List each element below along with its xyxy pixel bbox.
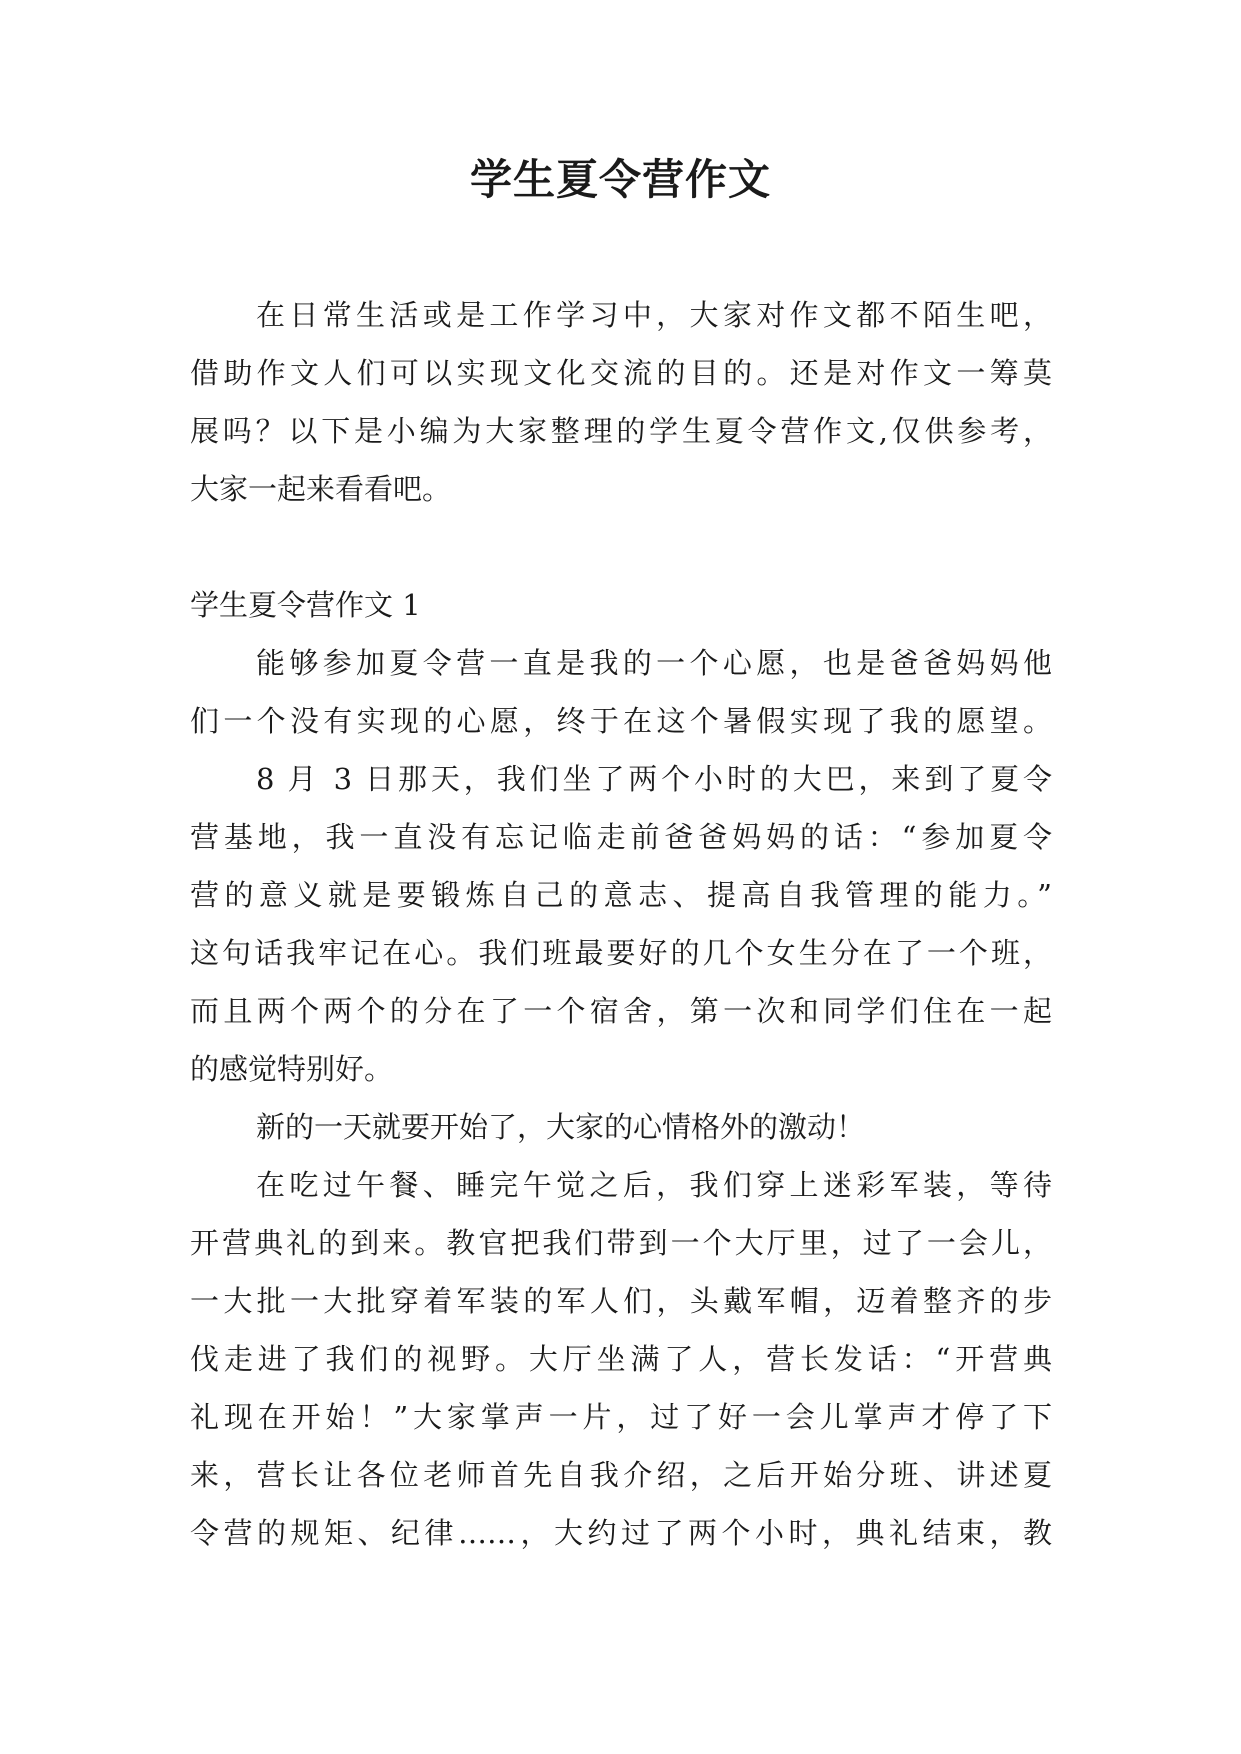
- paragraph-line: 这句话我牢记在心。我们班最要好的几个女生分在了一个班，: [190, 936, 1052, 970]
- paragraph-line: 8 月 3 日那天，我们坐了两个小时的大巴，来到了夏令: [256, 762, 1052, 796]
- document-body: [190, 286, 1052, 1562]
- paragraph-line: 在吃过午餐、睡完午觉之后，我们穿上迷彩军装，等待: [256, 1168, 1052, 1202]
- paragraph-line: 礼现在开始！”大家掌声一片，过了好一会儿掌声才停了下: [190, 1400, 1052, 1434]
- paragraph-line: 伐走进了我们的视野。大厅坐满了人，营长发话：“开营典: [190, 1342, 1052, 1376]
- intro-line: 展吗？以下是小编为大家整理的学生夏令营作文,仅供参考，: [190, 414, 1052, 448]
- paragraph-line: 新的一天就要开始了，大家的心情格外的激动！: [256, 1110, 866, 1144]
- section-heading: 学生夏令营作文 1: [190, 588, 421, 622]
- paragraph-line: 能够参加夏令营一直是我的一个心愿，也是爸爸妈妈他: [256, 646, 1052, 680]
- paragraph-line: 营的意义就是要锻炼自己的意志、提高自我管理的能力。”: [190, 878, 1052, 912]
- paragraph-line: 的感觉特别好。: [190, 1052, 394, 1086]
- paragraph-line: 而且两个两个的分在了一个宿舍，第一次和同学们住在一起: [190, 994, 1052, 1028]
- document-title: 学生夏令营作文: [469, 155, 771, 204]
- intro-line: 大家一起来看看吧。: [190, 472, 452, 506]
- paragraph-line: 营基地，我一直没有忘记临走前爸爸妈妈的话：“参加夏令: [190, 820, 1052, 854]
- paragraph-gap: [190, 518, 1052, 576]
- paragraph-line: 来，营长让各位老师首先自我介绍，之后开始分班、讲述夏: [190, 1458, 1052, 1492]
- intro-line: 借助作文人们可以实现文化交流的目的。还是对作文一筹莫: [190, 356, 1052, 390]
- paragraph-line: 一大批一大批穿着军装的军人们，头戴军帽，迈着整齐的步: [190, 1284, 1052, 1318]
- paragraph-line: 令营的规矩、纪律……，大约过了两个小时，典礼结束，教: [190, 1516, 1052, 1550]
- paragraph-line: 开营典礼的到来。教官把我们带到一个大厅里，过了一会儿，: [190, 1226, 1052, 1260]
- intro-line: 在日常生活或是工作学习中，大家对作文都不陌生吧，: [256, 298, 1052, 332]
- paragraph-line: 们一个没有实现的心愿，终于在这个暑假实现了我的愿望。: [190, 704, 1052, 738]
